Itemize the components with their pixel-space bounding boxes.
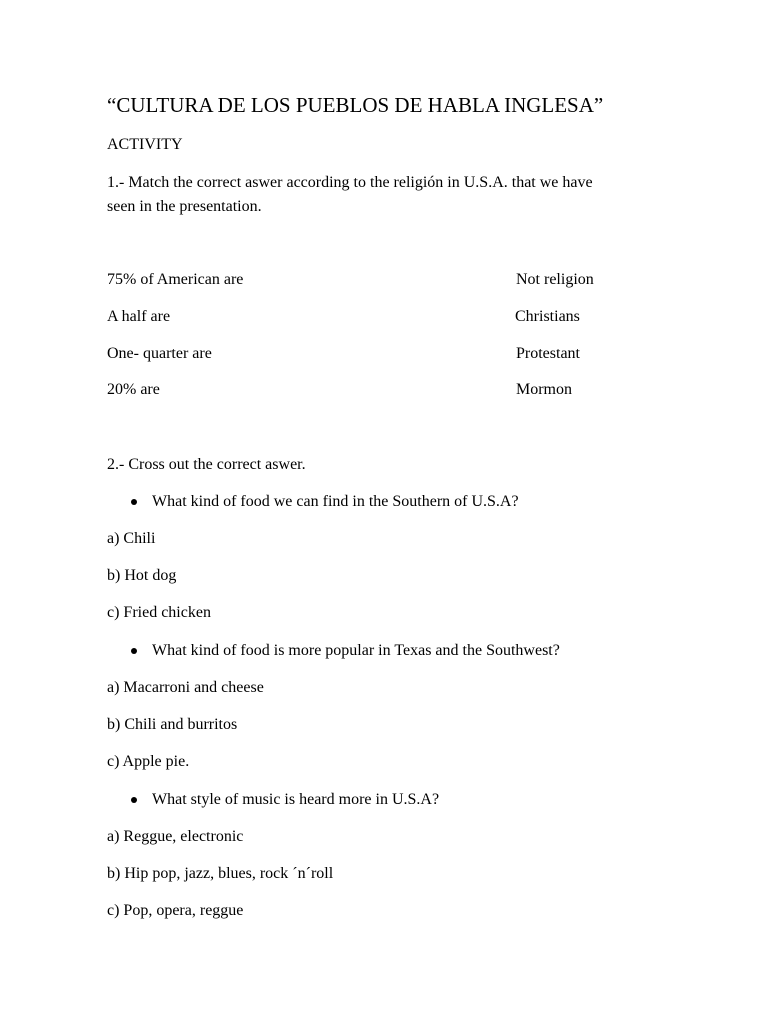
q2-prompt: 2.- Cross out the correct aswer. [107,456,306,473]
q2-option: a) Reggue, electronic [107,828,244,845]
match-left-item: 20% are [107,381,160,398]
q2-option: a) Chili [107,530,156,547]
bullet-icon [131,499,137,505]
q2-option: b) Chili and burritos [107,716,238,733]
q2-option: b) Hip pop, jazz, blues, rock ´n´roll [107,865,334,882]
section-label: ACTIVITY [107,136,183,153]
bullet-icon [131,797,137,803]
q1-prompt-line2: seen in the presentation. [107,198,262,215]
q2-option: c) Pop, opera, reggue [107,902,244,919]
q2-option: a) Macarroni and cheese [107,679,264,696]
match-right-item: Christians [515,308,580,325]
bullet-icon [131,648,137,654]
match-right-item: Mormon [516,381,572,398]
q2-question: What kind of food we can find in the Southern of U.S.A? [152,493,519,510]
q2-option: c) Fried chicken [107,604,211,621]
match-right-item: Not religion [516,271,594,288]
match-right-item: Protestant [516,345,580,362]
match-left-item: A half are [107,308,171,325]
q2-question: What style of music is heard more in U.S.A? [152,791,440,808]
match-left-item: One- quarter are [107,345,212,362]
q2-option: b) Hot dog [107,567,177,584]
q2-question: What kind of food is more popular in Texas and the Southwest? [152,642,560,659]
q2-option: c) Apple pie. [107,753,190,770]
document-title: “CULTURA DE LOS PUEBLOS DE HABLA INGLESA” [107,93,604,117]
match-left-item: 75% of American are [107,271,244,288]
q1-prompt-line1: 1.- Match the correct aswer according to the religión in U.S.A. that we have [107,174,593,191]
